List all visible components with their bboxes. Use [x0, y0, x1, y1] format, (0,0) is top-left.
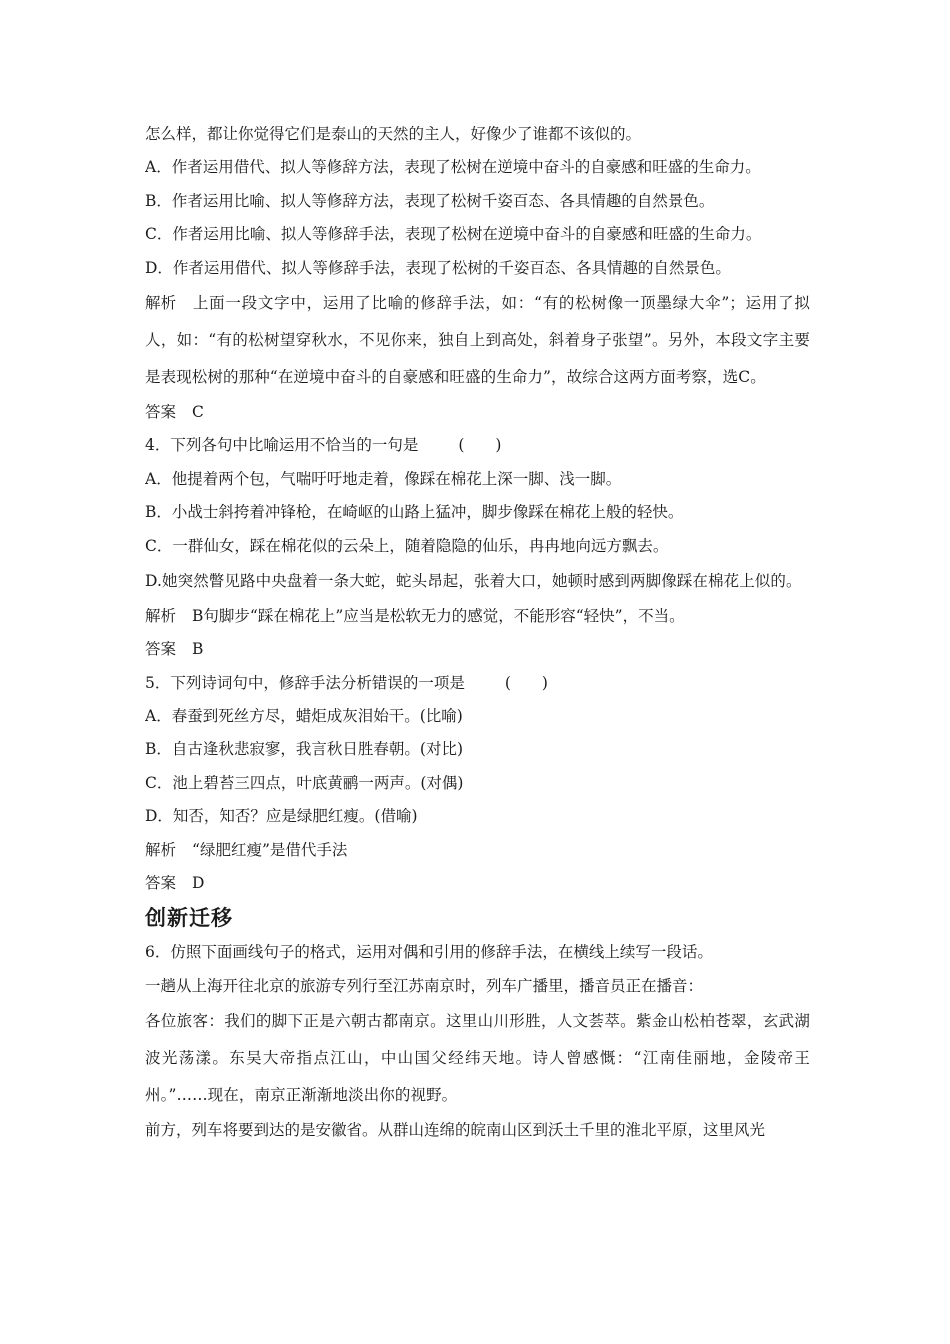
q5-option-a: A．春蚕到死丝方尽，蜡炬成灰泪始干。(比喻) — [145, 707, 463, 726]
q3-option-d: D．作者运用借代、拟人等修辞手法，表现了松树的千姿百态、各具情趣的自然景色。 — [145, 258, 731, 277]
q6-passage-nanjing: 各位旅客：我们的脚下正是六朝古都南京。这里山川形胜，人文荟萃。紫金山松柏苍翠，玄武湖波光荡漾。东吴大帝指点江山，中山国父经纬天地。诗人曾感慨：“江南佳丽地，金陵帝王州。”……现在，南京正渐渐地淡出你的视野。 — [145, 1012, 810, 1105]
q5-answer-blank: ( ) — [504, 673, 548, 692]
q3-answer-value: C — [192, 402, 204, 421]
q3-option-a: A．作者运用借代、拟人等修辞方法，表现了松树在逆境中奋斗的自豪感和旺盛的生命力。 — [145, 158, 761, 177]
q5-analysis — [145, 834, 810, 867]
q4-answer-blank: ( ) — [458, 436, 502, 455]
q4-option-c: C．一群仙女，踩在棉花似的云朵上，随着隐隐的仙乐，冉冉地向远方飘去。 — [145, 536, 669, 555]
q5-option-b: B．自古逢秋悲寂寥，我言秋日胜春朝。(对比) — [145, 740, 463, 759]
q5-analysis-label: 解析 — [145, 840, 177, 859]
q6-intro: 一趟从上海开往北京的旅游专列行至江苏南京时，列车广播里，播音员正在播音： — [145, 976, 704, 995]
q4-analysis-label: 解析 — [145, 606, 177, 625]
q4-answer-label: 答案 — [145, 640, 177, 659]
q5-stem-text: 5．下列诗词句中，修辞手法分析错误的一项是 — [145, 673, 465, 692]
section-heading: 创新迁移 — [145, 906, 233, 931]
q4-analysis — [145, 600, 810, 633]
q6-passage-anhui: 前方，列车将要到达的是安徽省。从群山连绵的皖南山区到沃土千里的淮北平原，这里风光 — [145, 1121, 766, 1140]
q5-analysis-text: “绿肥红瘦”是借代手法 — [192, 840, 348, 859]
q5-answer — [145, 867, 810, 900]
q3-analysis-label: 解析 — [145, 293, 177, 312]
q3-answer — [145, 396, 810, 429]
q5-answer-value: D — [192, 874, 205, 893]
q4-stem-text: 4．下列各句中比喻运用不恰当的一句是 — [145, 436, 419, 455]
q3-analysis-text: 上面一段文字中，运用了比喻的修辞手法，如：“有的松树像一顶墨绿大伞”；运用了拟人，如：“有的松树望穿秋水，不见你来，独自上到高处，斜着身子张望”。另外，本段文字主要是表现松树的那种“在逆境中奋斗的自豪感和旺盛的生命力”，故综合这两方面考察，选C。 — [145, 293, 810, 386]
q5-option-d: D．知否，知否？应是绿肥红瘦。(借喻) — [145, 807, 418, 826]
q4-option-b: B．小战士斜挎着冲锋枪，在崎岖的山路上猛冲，脚步像踩在棉花上般的轻快。 — [145, 503, 684, 522]
q3-option-b: B．作者运用比喻、拟人等修辞方法，表现了松树千姿百态、各具情趣的自然景色。 — [145, 191, 715, 210]
q5-stem — [145, 667, 810, 700]
q3-passage-tail: 怎么样，都让你觉得它们是泰山的天然的主人，好像少了谁都不该似的。 — [145, 125, 642, 143]
q4-option-a: A．他提着两个包，气喘吁吁地走着，像踩在棉花上深一脚、浅一脚。 — [145, 469, 622, 488]
q3-analysis — [145, 285, 810, 396]
q3-answer-label: 答案 — [145, 402, 177, 421]
q3-option-c: C．作者运用比喻、拟人等修辞手法，表现了松树在逆境中奋斗的自豪感和旺盛的生命力。 — [145, 225, 762, 244]
q4-answer — [145, 633, 810, 666]
q4-answer-value: B — [192, 640, 204, 659]
q4-analysis-text: B句脚步“踩在棉花上”应当是松软无力的感觉，不能形容“轻快”，不当。 — [192, 606, 685, 625]
q4-option-d: D.她突然瞥见路中央盘着一条大蛇，蛇头昂起，张着大口，她顿时感到两脚像踩在棉花上似的。 — [145, 571, 802, 590]
q5-option-c: C．池上碧苔三四点，叶底黄鹂一两声。(对偶) — [145, 773, 464, 792]
q4-stem — [145, 429, 810, 462]
q6-stem: 6．仿照下面画线句子的格式，运用对偶和引用的修辞手法，在横线上续写一段话。 — [145, 943, 713, 962]
q5-answer-label: 答案 — [145, 874, 177, 893]
document-content — [145, 118, 810, 1148]
